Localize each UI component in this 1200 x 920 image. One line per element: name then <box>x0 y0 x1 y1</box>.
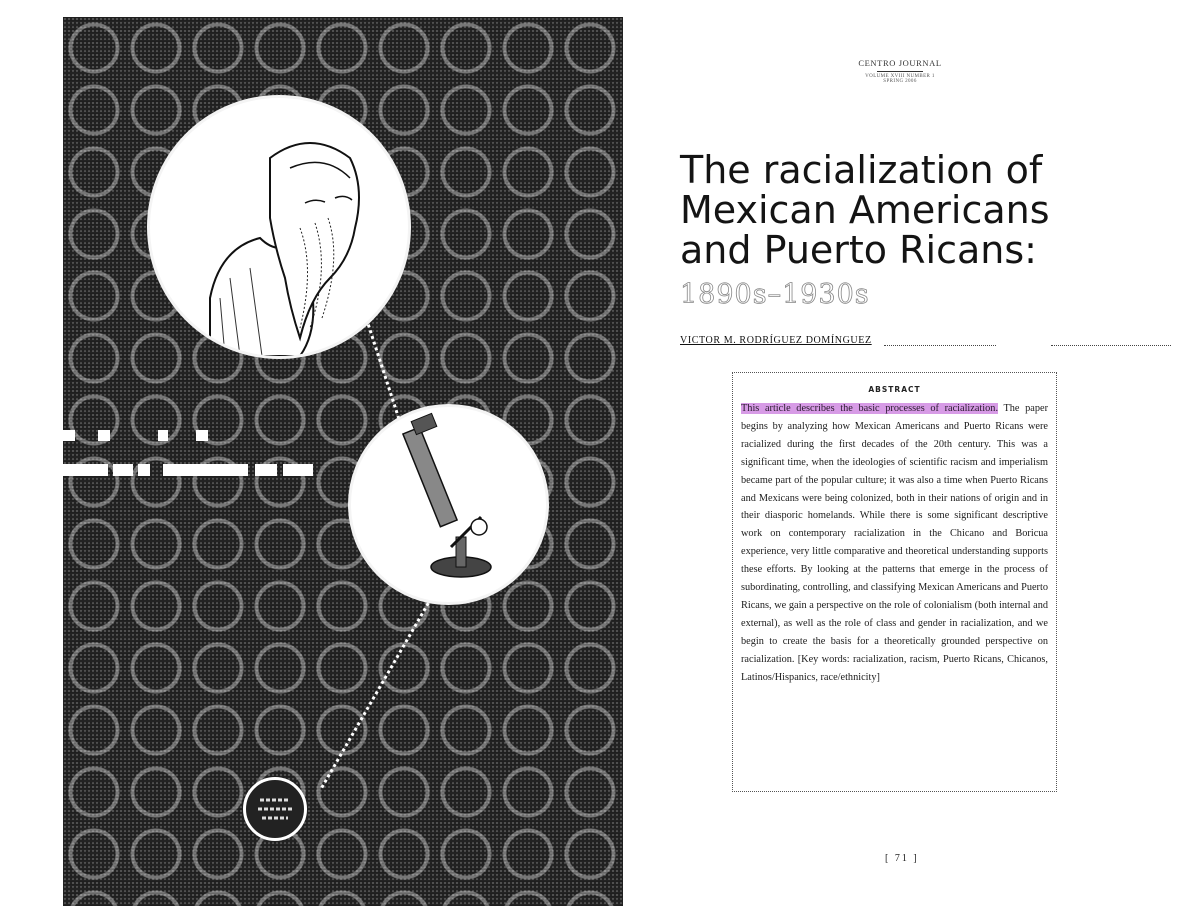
journal-rule <box>877 71 923 72</box>
microscope-medallion <box>348 404 549 605</box>
title-line: The racialization of <box>680 148 1043 192</box>
dotted-connector <box>321 592 436 788</box>
white-block <box>98 430 110 441</box>
page-number: [ 71 ] <box>885 853 919 864</box>
white-block <box>196 430 208 441</box>
small-circle-medallion <box>243 777 307 841</box>
dotted-rule <box>1051 339 1171 346</box>
abstract-body: The paper begins by analyzing how Mexican Americans and Puerto Ricans were racialized during the first decades of the 20th century. This was a significant time, when the ideologies of scientific racism and imperialism became part of the popular culture; it was also a time when Puerto Ricans and Mexicans were being colonized, both in their nations of origin and in their diasporic homelands. While there is some significant descriptive work on contemporary racialization in the Chicano and Boricua experience, very little comparative and theoretical understanding supports these efforts. By looking at the patterns that emerge in the process of subordinating, controlling, and classifying Mexican Americans and Puerto Ricans, we gain a perspective on the role of colonialism (both internal and external), as well as the role of class and gender in racialization, and we begin to create the basis for a theoretically grounded perspective on racialization. [Key words: racialization, racism, Puerto Ricans, Chicanos, Latinos/Hispanics, race/ethnicity] <box>741 403 1048 683</box>
dotted-rule <box>884 339 996 346</box>
cover-illustration <box>63 17 623 906</box>
microscope-icon <box>351 407 546 602</box>
byline <box>680 335 1195 346</box>
small-circle-text-icon <box>246 780 304 838</box>
abstract-text <box>741 400 1048 687</box>
journal-header <box>840 58 960 84</box>
journal-volume: VOLUME XVIII NUMBER 1 <box>865 74 935 79</box>
white-block <box>283 464 313 476</box>
title-line: Mexican Americans <box>680 188 1050 232</box>
white-block <box>138 464 150 476</box>
journal-date: SPRING 2006 <box>883 79 917 84</box>
white-block <box>163 464 248 476</box>
article-years: 1890s–1930s <box>680 279 870 310</box>
abstract-heading: ABSTRACT <box>868 385 921 394</box>
white-block <box>158 430 168 441</box>
white-block <box>63 464 108 476</box>
white-block <box>113 464 133 476</box>
abstract-box <box>732 372 1057 792</box>
portrait-medallion <box>147 95 411 359</box>
bearded-man-portrait-icon <box>150 98 408 356</box>
white-block <box>63 430 75 441</box>
white-block <box>255 464 277 476</box>
author-name: VICTOR M. RODRÍGUEZ DOMÍNGUEZ <box>680 335 872 346</box>
article-title <box>680 150 1060 270</box>
title-line: and Puerto Ricans: <box>680 228 1037 272</box>
journal-name: CENTRO JOURNAL <box>858 58 942 68</box>
highlighted-text[interactable]: This article describes the basic processes of racialization. <box>741 403 999 414</box>
